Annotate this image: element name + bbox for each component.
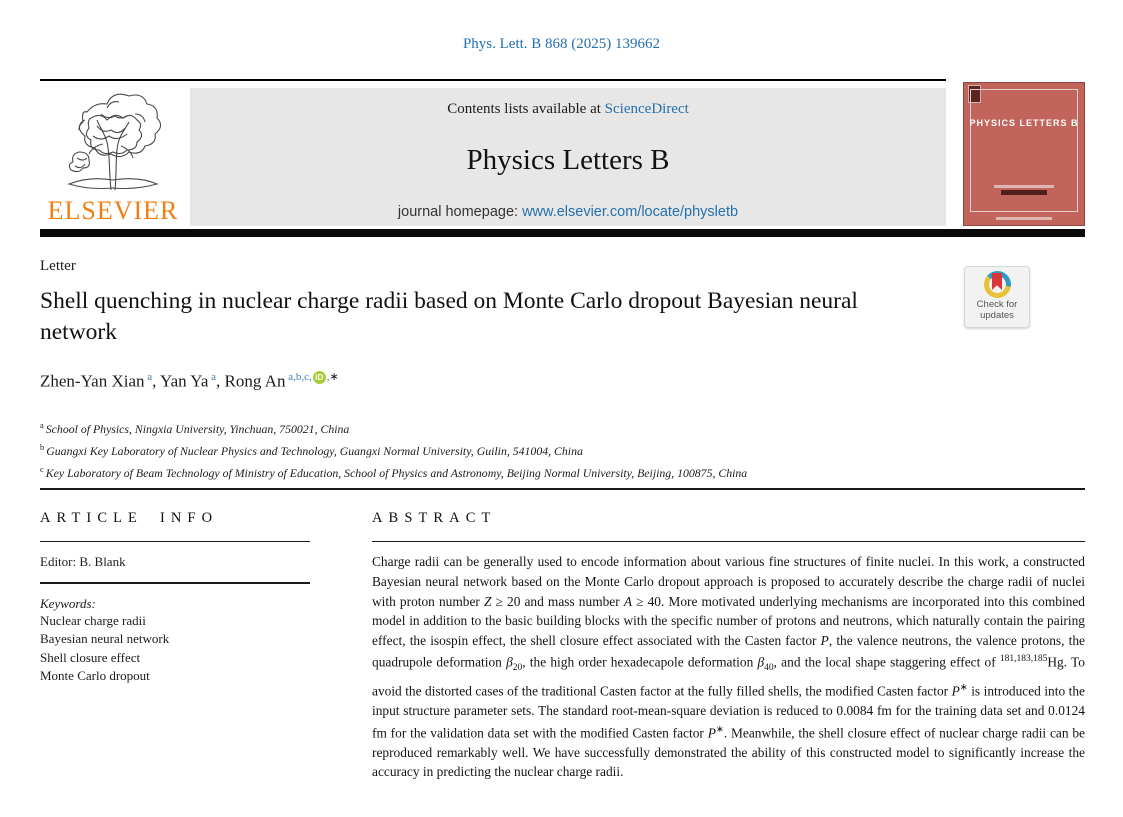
keyword-item: Nuclear charge radii xyxy=(40,612,146,628)
keywords-label: Keywords: xyxy=(40,595,96,611)
keyword-item: Bayesian neural network xyxy=(40,631,170,647)
journal-title: Physics Letters B xyxy=(466,144,670,176)
author-list: Zhen-Yan Xian $^a$, Yan Ya $^a$, Rong An $^{a,b,c,}$ iD ,∗ xyxy=(40,371,339,391)
cover-footer-decoration xyxy=(996,217,1052,220)
crossmark-icon xyxy=(984,271,1011,298)
affiliation-b: $^b$ Guangxi Key Laboratory of Nuclear Physics and Technology, Guangxi Normal University, Guilin, 541004, China xyxy=(40,441,583,458)
masthead-box xyxy=(190,88,946,226)
editor-line: Editor: B. Blank xyxy=(40,554,126,570)
article-title: Shell quenching in nuclear charge radii based on Monte Carlo dropout Bayesian neural network xyxy=(40,288,858,345)
cover-smalltext-decoration xyxy=(994,185,1054,188)
badge-text: Check for updates xyxy=(976,299,1018,321)
article-info-rule-2 xyxy=(40,582,310,583)
article-info-heading: ARTICLE INFO xyxy=(40,510,219,526)
journal-cover-thumbnail[interactable] xyxy=(963,82,1085,226)
cover-sciencedirect-decoration xyxy=(1001,190,1047,195)
article-type-label: Letter xyxy=(40,258,76,274)
affiliations xyxy=(40,416,747,482)
masthead-bottom-bar xyxy=(40,229,1085,237)
homepage-prefix: journal homepage: xyxy=(397,204,523,220)
journal-citation-link[interactable]: Phys. Lett. B 868 (2025) 139662 xyxy=(462,36,661,52)
abstract-text: Charge radii can be generally used to encode information about various fine structures of finite nuclei. In this work, a constructed Bayesian neural network based on the Monte Carlo dropout approach is proposed to accurately describe the charge radii of nuclei with proton number Z ≥ 20 and mass number A ≥ 40. More motivated underlying mechanisms are incorporated into this combined model in addition to the basic building blocks with the specific number of protons and neutrons, which naturally contain the pairing effect, the isospin effect, the shell closure effect associated with the Casten factor P, the valence neutrons, the valence protons, the quadrupole deformation $\beta_{20}$, the high order hexadecapole deformation $\beta_{40}$, and the local shape staggering effect of $^{181,183,185}$Hg. To avoid the distorted cases of the traditional Casten factor at the fully filled shells, the modified Casten factor P∗ is introduced into the input structure parameter sets. The standard root-mean-square deviation is reduced to 0.0084 fm for the training data set and 0.0124 fm for the validation data set with the modified Casten factor P∗. Meanwhile, the shell closure effect of nuclear charge radii can be reproduced remarkably well. We have successfully demonstrated the ability of this constructed model to significantly increase the accuracy in predicting the nuclear charge radii. xyxy=(372,554,1085,780)
article-info-column xyxy=(40,510,310,686)
check-for-updates-badge[interactable] xyxy=(964,266,1030,328)
homepage-line xyxy=(190,204,946,220)
contents-line xyxy=(190,101,946,118)
homepage-url-link[interactable]: www.elsevier.com/locate/physletb xyxy=(522,204,739,220)
contents-prefix: Contents lists available at xyxy=(447,101,605,117)
section-divider-rule xyxy=(40,488,1085,490)
keyword-item: Monte Carlo dropout xyxy=(40,668,150,684)
elsevier-wordmark: ELSEVIER xyxy=(47,196,179,225)
elsevier-tree-icon xyxy=(57,92,169,196)
abstract-rule xyxy=(372,541,1085,542)
sciencedirect-link[interactable]: ScienceDirect xyxy=(604,101,689,117)
abstract-column xyxy=(372,510,1085,782)
article-info-rule-1 xyxy=(40,541,310,542)
keyword-item: Shell closure effect xyxy=(40,649,141,665)
elsevier-logo[interactable] xyxy=(40,92,186,226)
abstract-heading: ABSTRACT xyxy=(372,510,497,526)
affiliation-c: $^c$ Key Laboratory of Beam Technology of Ministry of Education, School of Physics and Astronomy, Beijing Normal University, Beijing, 100875, China xyxy=(40,463,748,480)
header-top-rule xyxy=(40,79,946,81)
affiliation-a: $^a$ School of Physics, Ningxia University, Yinchuan, 750021, China xyxy=(40,420,350,436)
cover-journal-title: PHYSICS LETTERS B xyxy=(969,118,1079,128)
